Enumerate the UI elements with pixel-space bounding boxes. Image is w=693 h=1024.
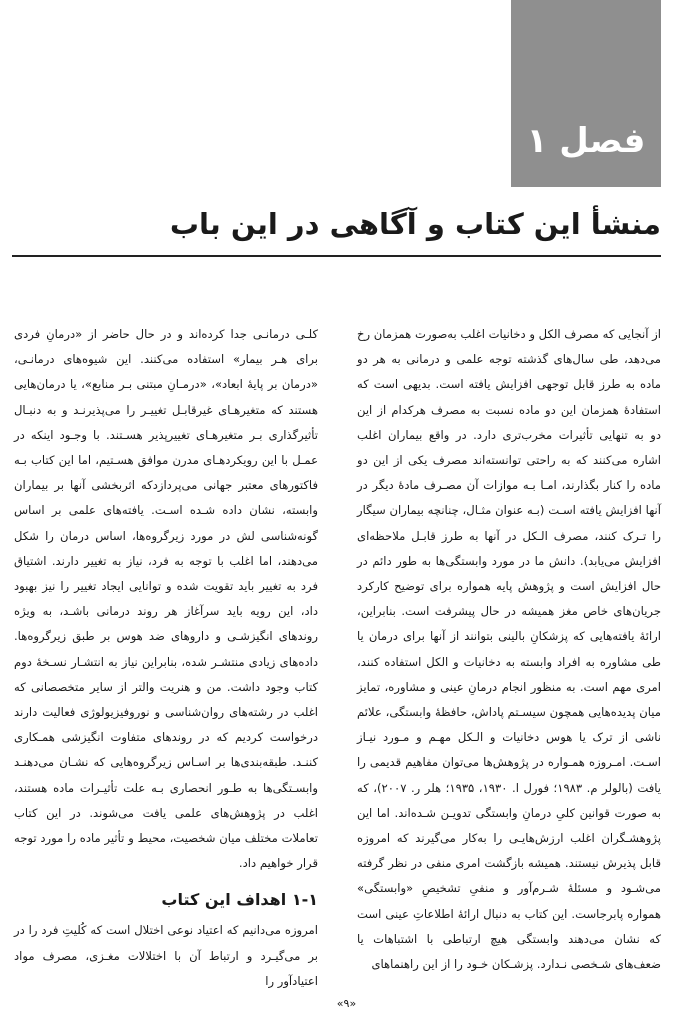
chapter-label: فصل ۱ (526, 121, 646, 161)
right-column (357, 322, 661, 977)
chapter-label-box (511, 0, 661, 187)
section-heading: ۱-۱ اهداف این کتاب (161, 890, 318, 910)
left-column (14, 322, 318, 994)
right-column-paragraph: از آنجایی که مصرف الکل و دخانیات اغلب به‌صورت همزمان رخ می‌دهد، طی سال‌های گذشته توجه علمی و درمانی به هر دو ماده به طرز قابل توجهی افزایش یافته است. بدیهی است که استفادهٔ همزمان این دو ماده نسبت به مصرف هرکدام از این دو به تنهایی تأثیرات مخرب‌تری دارد. در واقع بیماران اغلب اشاره می‌کنند که به راحتی توانسته‌اند مصرف یکی از این دو ماده را کنار بگذارند، امـا بـه موازات آن مصـرف مادهٔ دیگر در آنها افزایش یافته اسـت (بـه عنوان مثـال، چنانچه بیماران سیگار را تـرک کنند، مصرف الـکل در آنها به طرز قابـل ملاحظه‌ای افزایش می‌یابد). دانش ما در مورد وابستگی‌ها به طور دائم در حال افزایش است و پژوهش پایه همواره برای توضیح کارکرد جریان‌های خاص مغز همیشه در حال پیشرفت است. بنابراین، ارائهٔ یافته‌هایی که پزشکانِ بالینی بتوانند از آنها برای درمان یا طی مشاوره به افراد وابسته به دخانیات و الکل استفاده کنند، امری مهم است. به منظور انجام درمانِ عینی و مشاوره، تمایز میان پدیده‌هایی همچون سیسـتم پاداش، حافظهٔ وابستگی، علائم ناشی از ترک یا هوس دخانیات و الـکل مهـم و مـورد نیـاز اسـت. امـروزه همـواره در پژوهش‌ها می‌توان مفاهیم قدیمی را یافت (بالولر م. ۱۹۸۳؛ فورل ا. ۱۹۳۰، ۱۹۳۵؛ هلر ر. ۲۰۰۷)، که به صورت قوانین کلیِ درمانِ وابستگی تدویـن شـده‌اند. اما این پژوهشـگران اغلب ارزش‌هایـی را به‌کار می‌گیرند که امروزه قابل پذیرش نیستند. همیشه بازگشت امری منفی در نظر گرفته می‌شـود و مسئلهٔ شـرم‌آور و منفیِ تشخیصِ «وابستگی» همواره پابرجاست. این کتاب به دنبال ارائهٔ اطلاعاتِ عینی است که نشان می‌دهند وابستگی هیچ ارتباطی با اشتباهات یا ضعف‌های شـخصی نـدارد. پزشـکان خـود را از این راهنماهای (357, 327, 662, 972)
page-number: «۹» (336, 997, 357, 1010)
section-paragraph: امروزه می‌دانیم که اعتیاد نوعی اختلال است که کُلیتِ فرد را در بر می‌گیـرد و ارتباط آن با اختلالات مغـزی، مصرف مواد اعتیادآور را (14, 923, 318, 988)
title-divider (12, 255, 661, 257)
left-column-paragraph: کلـی درمانـی جدا کرده‌اند و در حال حاضر از «درمانِ فردی برای هـر بیمار» استفاده می‌کنند. این شیوه‌های درمانـی، «درمان بر پایهٔ ابعاد»، «درمـانِ مبتنی بـر منابع»، یا درمان‌هایی هستند که متغیرهـای غیرقابـل تغییـر را می‌پذیرنـد و به دنبـال تأثیرگذاری بـر متغیرهـای تغییرپذیر هسـتند. با وجـود اینکه در عمـل با این رویکردهـای مدرن موافق هسـتیم، اما این کتاب بـه فاکتورهای معتبر جهانی می‌پردازدکه اثربخشی آنها بر بیماران وابسته، نشان داده شـده اسـت. یافته‌های علمی بر اساس گونه‌شناسی لش در مورد زیرگروه‌ها، اساس درمان را شکل می‌دهند، اما اغلب با توجه به فرد، نیاز به تغییر دارند. اشتیاق فرد به تغییر باید تقویت شده و توانایی ایجاد تغییر را نیز بهبود داد، این رویه باید سرآغاز هر روند درمانی باشـد، به ویژه روندهای انگیزشـی و داروهای ضد هوس بر طبق زیرگروه‌ها. داده‌های زیادی منتشـر شده، بنابراین نیاز به انتشـار نسـخهٔ دوم کتاب وجود داشت. من و هنریت والتر از سایر متخصصانی که اغلب در رشته‌های روان‌شناسی و نوروفیزیولوژی فعالیت دارند درخواست کردیم که در روندهای متفاوت انگیزشی همـکاری کننـد. طبقه‌بندی‌ها بر اسـاس زیرگروه‌هایی که نشـان می‌دهنـد وابسـتگی‌ها به طـور انحصاری بـه علت تأثیـرات ماده هستند، اغلب در پژوهش‌های علمی یافت می‌شوند. در این کتاب تعاملات مختلف میان شخصیت، محیط و تأثیر ماده را مورد توجه قرار خواهیم داد. (14, 327, 318, 871)
page-title: منشأ این کتاب و آگاهی در این باب (169, 207, 661, 241)
